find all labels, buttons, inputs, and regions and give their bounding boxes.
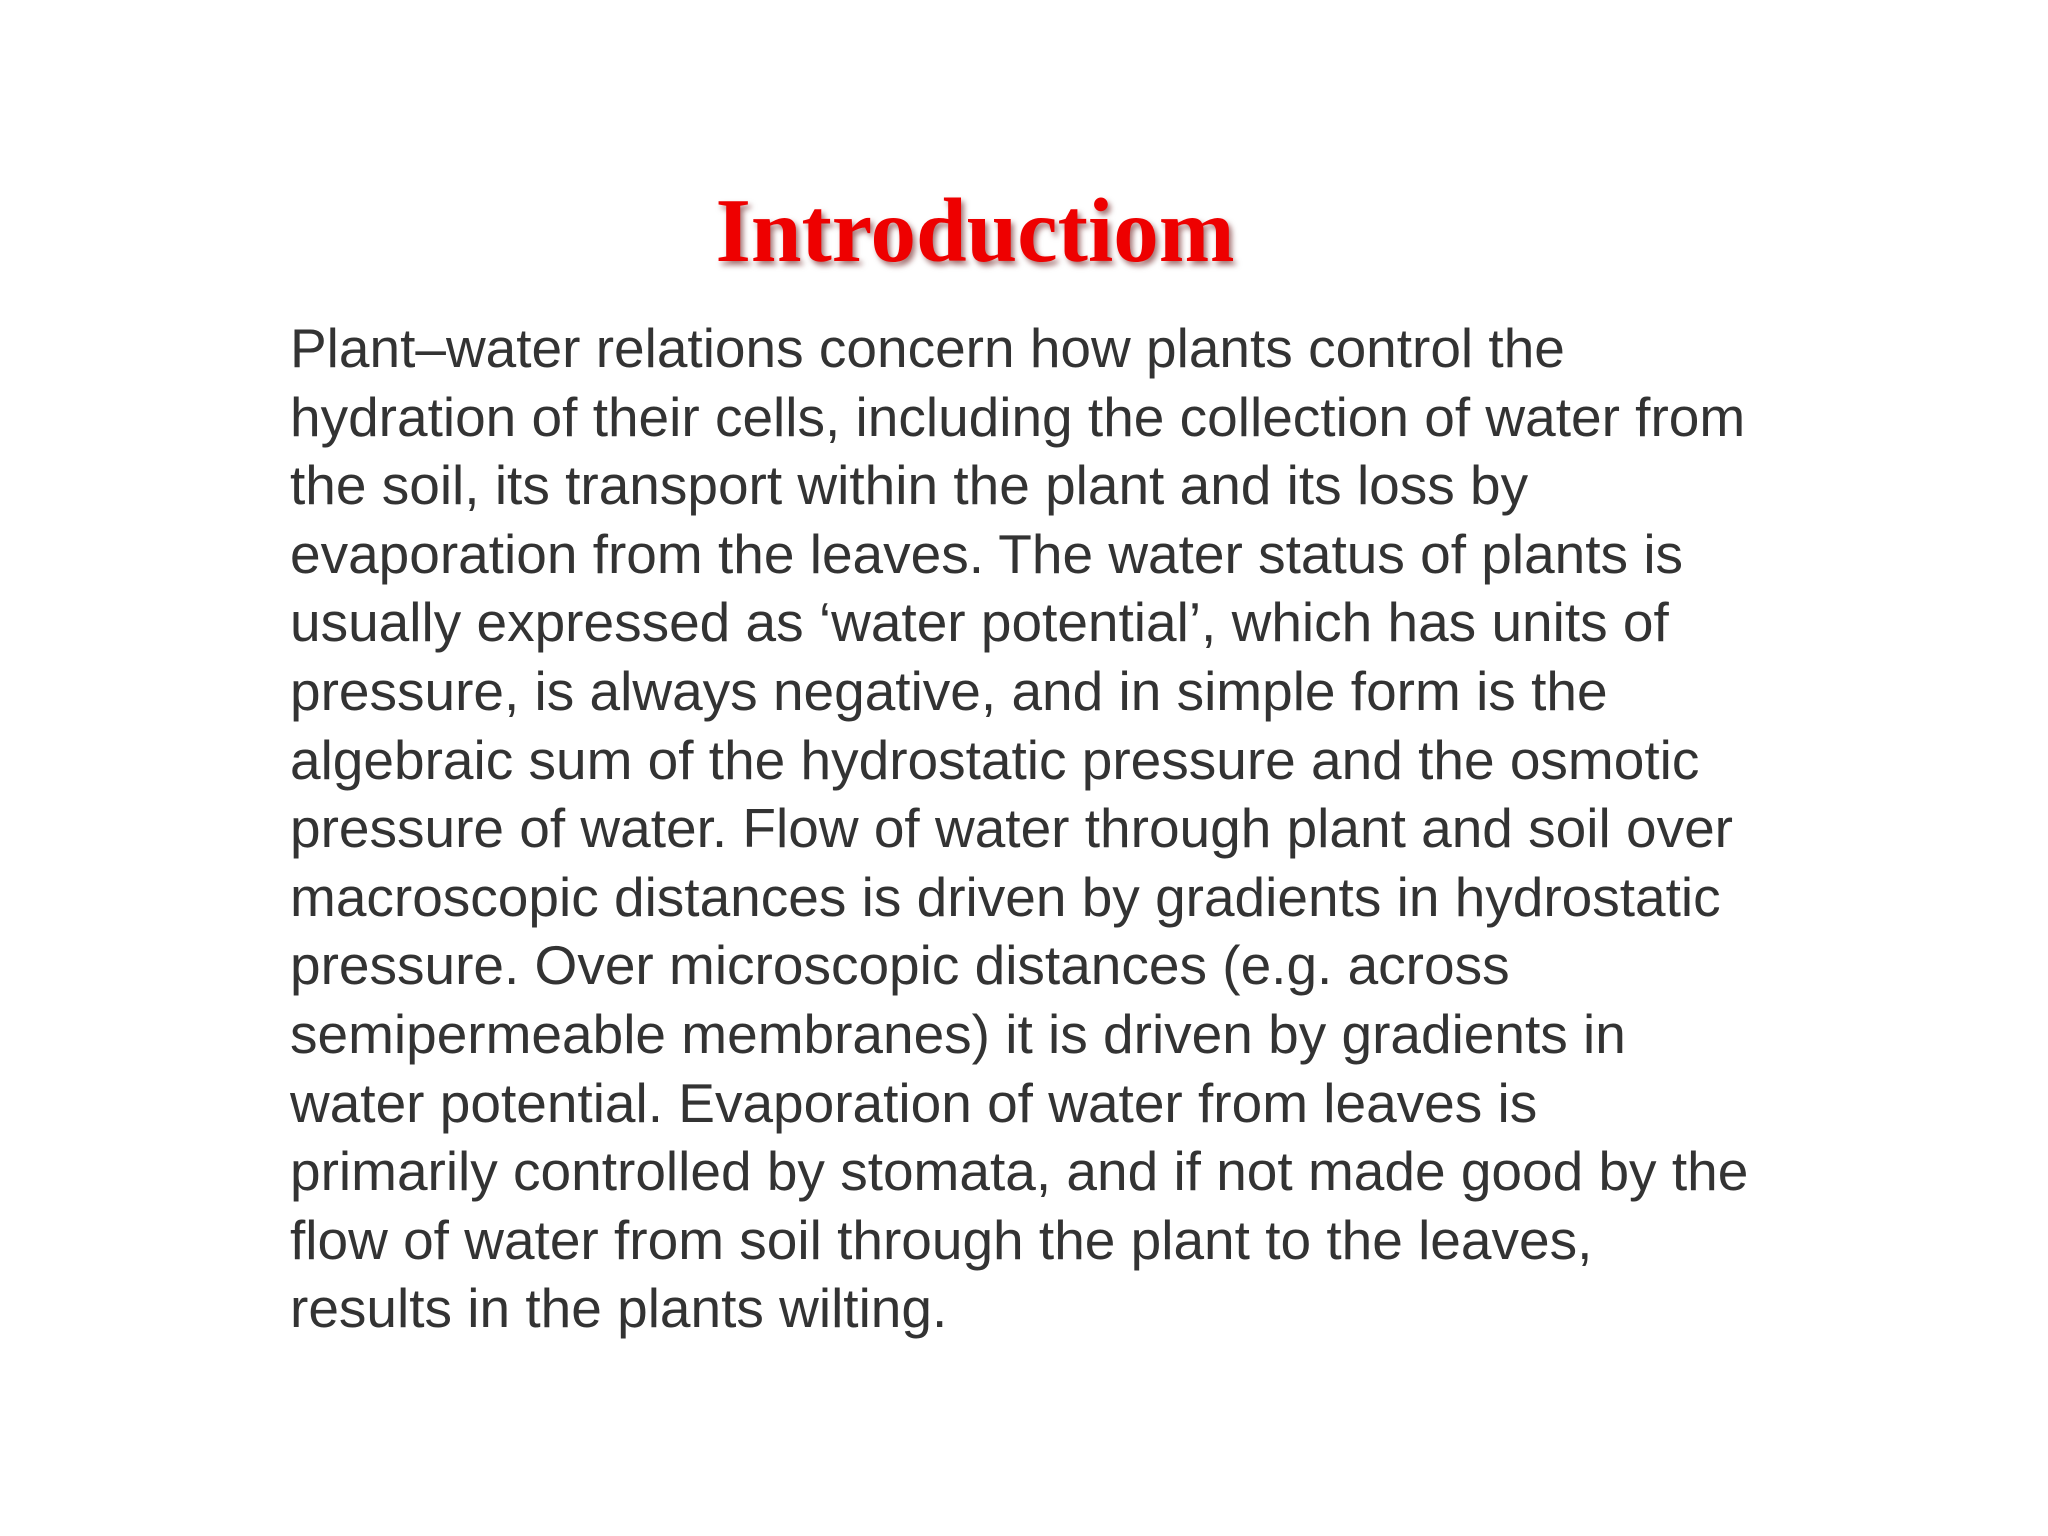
body-line: the soil, its transport within the plant and its loss by bbox=[290, 454, 1529, 517]
body-line: hydration of their cells, including the collection of water from bbox=[290, 385, 1746, 448]
body-line: algebraic sum of the hydrostatic pressure and the osmotic bbox=[290, 728, 1700, 791]
body-line: pressure of water. Flow of water through plant and soil over bbox=[290, 797, 1733, 860]
body-line: water potential. Evaporation of water from leaves is bbox=[290, 1071, 1538, 1134]
body-line: evaporation from the leaves. The water status of plants is bbox=[290, 522, 1684, 585]
body-line: flow of water from soil through the plant to the leaves, bbox=[290, 1208, 1593, 1271]
body-line: semipermeable membranes) it is driven by gradients in bbox=[290, 1002, 1626, 1065]
body-line: usually expressed as ‘water potential’, which has units of bbox=[290, 591, 1669, 654]
body-line: results in the plants wilting. bbox=[290, 1277, 948, 1340]
body-line: pressure. Over microscopic distances (e.g. across bbox=[290, 934, 1510, 997]
body-line: macroscopic distances is driven by gradients in hydrostatic bbox=[290, 865, 1721, 928]
body-line: primarily controlled by stomata, and if not made good by the bbox=[290, 1140, 1749, 1203]
body-line: Plant–water relations concern how plants control the bbox=[290, 317, 1565, 379]
body-line: pressure, is always negative, and in simple form is the bbox=[290, 659, 1608, 722]
slide-body-text bbox=[290, 314, 1930, 1343]
slide-title: Introductiom bbox=[715, 180, 1235, 281]
